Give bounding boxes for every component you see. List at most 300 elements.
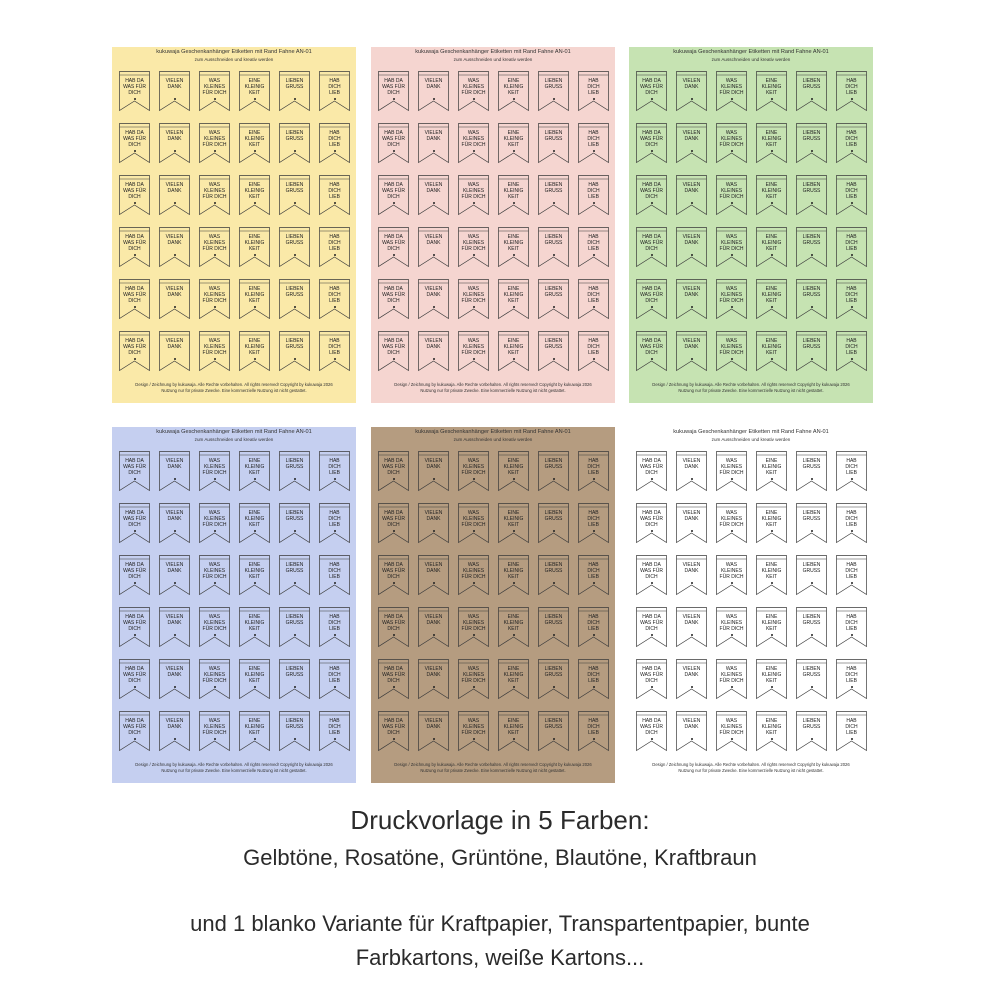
flag-tag-label-line: GRUSS <box>544 136 563 142</box>
flag-tag-label-line: VIELEN <box>682 338 701 344</box>
flag-tag-label-line: LIEBEN <box>285 234 304 240</box>
flag-tag-label <box>378 458 409 476</box>
flag-tag-label <box>498 78 529 96</box>
flag-tag-label-line: KLEINIG <box>761 136 782 142</box>
flag-tag-label-line: DICH <box>128 298 141 304</box>
flag-tag-label-line: DICH <box>328 516 341 522</box>
flag-tag <box>239 227 270 267</box>
flag-tag-label-line: EINE <box>765 510 778 516</box>
flag-tag <box>119 227 150 267</box>
flag-tag-label-line: WAS <box>467 338 480 344</box>
flag-tag-label <box>676 614 707 626</box>
flag-tag-label <box>378 286 409 304</box>
flag-tag-label-line: WAS FÜR <box>640 188 663 194</box>
flag-tag-label-line: LIEB <box>329 194 340 200</box>
flag-tag-label-line: DICH <box>128 246 141 252</box>
flag-tag-label-line: GRUSS <box>544 672 563 678</box>
string-hole-dot <box>393 98 395 100</box>
flag-tag-label <box>378 666 409 684</box>
flag-tag-label <box>239 458 270 476</box>
flag-tag-label-line: WAS FÜR <box>640 672 663 678</box>
flag-tag-label-line: KEIT <box>507 298 520 304</box>
flag-tag-label-line: FÜR DICH <box>461 298 486 304</box>
flag-tag-label-line: HAB DA <box>642 562 661 568</box>
flag-tag-label-line: FÜR DICH <box>461 626 486 632</box>
string-hole-dot <box>811 634 813 636</box>
flag-tag-label-line: VIELEN <box>424 234 443 240</box>
string-hole-dot <box>651 202 653 204</box>
flag-tag-label <box>378 510 409 528</box>
flag-tag-label-line: KLEINIG <box>244 344 265 350</box>
flag-tag <box>716 279 747 319</box>
string-hole-dot <box>811 254 813 256</box>
flag-tag-label-line: FÜR DICH <box>461 142 486 148</box>
sheet-footer-line: Design / Zeichnung by kukuwaja. Alle Rechte vorbehalten. All rights reserved! Copyright by kukuwaja 2026 <box>135 762 333 767</box>
flag-tag-label-line: LIEBEN <box>285 614 304 620</box>
string-hole-dot <box>593 98 595 100</box>
flag-tag <box>796 451 827 491</box>
flag-tag <box>319 555 350 595</box>
string-hole-dot <box>174 582 176 584</box>
flag-tag-label <box>796 78 827 90</box>
flag-tag-label-line: WAS <box>208 510 221 516</box>
flag-tag <box>378 123 409 163</box>
string-hole-dot <box>254 306 256 308</box>
flag-tag-label-line: KEIT <box>765 470 778 476</box>
flag-tag-label <box>578 718 609 736</box>
flag-tag-label-line: VIELEN <box>424 562 443 568</box>
flag-tag-label <box>836 78 867 96</box>
flag-tag-outline <box>796 503 827 543</box>
flag-tag-label-line: DICH <box>387 626 400 632</box>
flag-tag-label-line: LIEB <box>329 626 340 632</box>
string-hole-dot <box>513 254 515 256</box>
flag-tag-label <box>239 510 270 528</box>
flag-tag-label <box>159 614 190 626</box>
flag-tag-outline <box>676 555 707 595</box>
flag-tag-outline <box>279 659 310 699</box>
flag-tag-label-line: HAB <box>329 562 340 568</box>
string-hole-dot <box>553 358 555 360</box>
flag-tag-label-line: DICH <box>128 522 141 528</box>
flag-tag-label-line: WAS <box>467 130 480 136</box>
flag-tag-label-line: GRUSS <box>544 292 563 298</box>
flag-tag-outline <box>538 175 569 215</box>
flag-tag-label-line: LIEBEN <box>802 78 821 84</box>
string-hole-dot <box>473 98 475 100</box>
sheet-title: kukuwaja Geschenkanhänger Etiketten mit Rand Fahne AN-01 <box>156 49 312 55</box>
flag-tag-label <box>578 458 609 476</box>
flag-tag-label-line: GRUSS <box>802 344 821 350</box>
caption-heading: Druckvorlage in 5 Farben: <box>350 805 650 835</box>
flag-tag-label-line: LIEB <box>846 470 857 476</box>
flag-tag-label-line: DICH <box>387 298 400 304</box>
flag-tag-outline <box>796 607 827 647</box>
flag-tag <box>796 123 827 163</box>
flag-tag-label <box>676 78 707 90</box>
flag-tag-label-line: KLEINES <box>462 84 485 90</box>
flag-tag-label <box>578 338 609 356</box>
flag-tag <box>458 503 489 543</box>
string-hole-dot <box>134 306 136 308</box>
flag-tag-label-line: EINE <box>248 78 261 84</box>
flag-tag-label-line: DICH <box>587 568 600 574</box>
flag-tag-label-line: HAB DA <box>642 338 661 344</box>
flag-tag-label <box>279 718 310 730</box>
flag-tag-label <box>199 666 230 684</box>
flag-tag-label <box>119 338 150 356</box>
flag-tag <box>836 607 867 647</box>
flag-tag-label-line: DICH <box>328 724 341 730</box>
flag-tag-label-line: EINE <box>507 510 520 516</box>
flag-tag-outline <box>538 503 569 543</box>
string-hole-dot <box>651 738 653 740</box>
flag-tag-label-line: KEIT <box>248 626 261 632</box>
flag-tag-outline <box>159 71 190 111</box>
flag-tag-label <box>498 338 529 356</box>
flag-tag-outline <box>159 279 190 319</box>
flag-tag-label-line: WAS FÜR <box>123 240 146 246</box>
flag-tag-label-line: DICH <box>387 574 400 580</box>
flag-tag-label <box>498 666 529 684</box>
flag-tag-outline <box>418 175 449 215</box>
flag-tag-label <box>676 182 707 194</box>
flag-tag-label <box>458 562 489 580</box>
string-hole-dot <box>473 634 475 636</box>
string-hole-dot <box>214 358 216 360</box>
flag-tag <box>836 331 867 371</box>
sheet-footer <box>371 762 615 774</box>
flag-tag <box>636 451 667 491</box>
flag-tag <box>199 711 230 751</box>
string-hole-dot <box>254 478 256 480</box>
flag-tag-label-line: WAS FÜR <box>123 464 146 470</box>
flag-tag <box>119 503 150 543</box>
flag-tag-label-line: KEIT <box>765 298 778 304</box>
string-hole-dot <box>473 254 475 256</box>
flag-tag-label-line: DICH <box>587 464 600 470</box>
flag-tag <box>378 711 409 751</box>
flag-tag-label-line: FÜR DICH <box>202 522 227 528</box>
flag-tag-label <box>418 562 449 574</box>
flag-tag-label-line: KLEINES <box>203 620 226 626</box>
flag-tag-label <box>279 666 310 678</box>
flag-tag-label-line: WAS <box>725 182 738 188</box>
string-hole-dot <box>433 738 435 740</box>
string-hole-dot <box>334 306 336 308</box>
flag-tag-label-line: LIEB <box>846 626 857 632</box>
flag-tag-label-line: HAB <box>588 458 599 464</box>
flag-tag-label-line: HAB <box>846 78 857 84</box>
flag-tag-label-line: WAS <box>725 510 738 516</box>
flag-tag-label-line: DANK <box>167 84 182 90</box>
flag-tag-outline <box>538 227 569 267</box>
flag-tag-label-line: WAS <box>467 182 480 188</box>
string-hole-dot <box>134 634 136 636</box>
flag-tag <box>199 659 230 699</box>
flag-tag-label-line: KLEINIG <box>503 620 524 626</box>
flag-tag-label-line: LIEBEN <box>285 130 304 136</box>
flag-tag-label-line: HAB DA <box>642 666 661 672</box>
flag-tag <box>199 451 230 491</box>
flag-tag <box>159 711 190 751</box>
flag-tag-label-line: DICH <box>845 516 858 522</box>
flag-tag-label <box>378 562 409 580</box>
flag-tag <box>159 279 190 319</box>
flag-tag-outline <box>159 503 190 543</box>
flag-tag-label-line: LIEBEN <box>802 338 821 344</box>
flag-tag-label <box>319 510 350 528</box>
flag-tag <box>418 659 449 699</box>
flag-tag <box>319 175 350 215</box>
flag-tag-label <box>538 666 569 678</box>
flag-tag-label <box>239 614 270 632</box>
string-hole-dot <box>294 738 296 740</box>
flag-tag-label-line: LIEB <box>846 194 857 200</box>
string-hole-dot <box>393 634 395 636</box>
flag-tag-label-line: HAB DA <box>125 718 144 724</box>
flag-tag <box>378 659 409 699</box>
flag-tag-label <box>676 458 707 470</box>
flag-tag-label-line: WAS FÜR <box>382 292 405 298</box>
flag-tag-label-line: DANK <box>426 136 441 142</box>
flag-tag-label-line: EINE <box>765 338 778 344</box>
string-hole-dot <box>254 530 256 532</box>
flag-tag-label <box>418 666 449 678</box>
string-hole-dot <box>593 738 595 740</box>
sheet-kraft <box>371 427 615 783</box>
flag-tag-label <box>716 458 747 476</box>
flag-tag-label-line: EINE <box>248 718 261 724</box>
flag-tag-label-line: HAB DA <box>384 286 403 292</box>
string-hole-dot <box>254 634 256 636</box>
string-hole-dot <box>393 686 395 688</box>
sheet-footer-line: Nutzung nur für private Zwecke. Eine kommerzielle Nutzung ist nicht gestattet. <box>420 388 566 393</box>
flag-tag-label-line: GRUSS <box>802 724 821 730</box>
flag-tag-label-line: HAB <box>588 718 599 724</box>
flag-tag-label-line: DICH <box>587 344 600 350</box>
flag-tag-label-line: LIEB <box>588 194 599 200</box>
string-hole-dot <box>771 582 773 584</box>
flag-tag-label-line: HAB DA <box>642 182 661 188</box>
flag-tag-label-line: DANK <box>426 464 441 470</box>
flag-tag-label-line: GRUSS <box>802 620 821 626</box>
flag-tag-label-line: DICH <box>328 672 341 678</box>
flag-tag <box>578 503 609 543</box>
flag-tag-label <box>796 510 827 522</box>
flag-tag-label <box>636 666 667 684</box>
flag-tag-label-line: KEIT <box>507 678 520 684</box>
flag-tag-label <box>319 78 350 96</box>
string-hole-dot <box>134 150 136 152</box>
flag-tag <box>319 331 350 371</box>
string-hole-dot <box>433 582 435 584</box>
flag-tag-label-line: DICH <box>845 344 858 350</box>
flag-tag-outline <box>279 451 310 491</box>
flag-tag-label-line: FÜR DICH <box>202 194 227 200</box>
flag-tag-outline <box>796 123 827 163</box>
flag-tag-label-line: HAB <box>588 338 599 344</box>
flag-tag-label <box>458 458 489 476</box>
flag-tag-label <box>756 718 787 736</box>
flag-tag-label-line: KEIT <box>248 90 261 96</box>
flag-tag <box>796 607 827 647</box>
flag-tag <box>119 331 150 371</box>
flag-tag-label-line: KLEINIG <box>503 84 524 90</box>
flag-tag-label-line: KLEINES <box>720 344 743 350</box>
flag-tag-label-line: WAS FÜR <box>640 464 663 470</box>
flag-tag-label-line: KEIT <box>507 350 520 356</box>
flag-tag-label-line: LIEB <box>846 730 857 736</box>
flag-tag-label-line: WAS <box>467 78 480 84</box>
flag-tag-label <box>796 234 827 246</box>
flag-tag-label-line: LIEB <box>329 730 340 736</box>
flag-tag-label-line: VIELEN <box>682 718 701 724</box>
flag-tag-label <box>279 614 310 626</box>
flag-tag-outline <box>418 279 449 319</box>
flag-tag <box>716 175 747 215</box>
flag-tag-label <box>279 286 310 298</box>
flag-tag-label-line: WAS <box>208 182 221 188</box>
flag-tag-label-line: HAB <box>588 666 599 672</box>
flag-tag <box>319 227 350 267</box>
flag-tag-label-line: DICH <box>128 350 141 356</box>
flag-tag <box>239 331 270 371</box>
flag-tag-outline <box>279 227 310 267</box>
flag-tag-label-line: KLEINIG <box>761 724 782 730</box>
flag-tag-label-line: FÜR DICH <box>719 142 744 148</box>
flag-tag <box>458 555 489 595</box>
flag-tag-label <box>756 182 787 200</box>
flag-tag-label <box>119 234 150 252</box>
flag-tag <box>159 331 190 371</box>
flag-tag-label-line: KLEINIG <box>503 516 524 522</box>
flag-tag-label-line: HAB DA <box>642 130 661 136</box>
flag-tag-label-line: HAB DA <box>642 614 661 620</box>
flag-tag-label-line: VIELEN <box>165 286 184 292</box>
tag-grid <box>374 447 612 759</box>
flag-tag-label <box>716 614 747 632</box>
flag-tag-label-line: HAB <box>846 182 857 188</box>
flag-tag-label <box>239 130 270 148</box>
flag-tag-label-line: EINE <box>248 338 261 344</box>
sheet-footer <box>629 382 873 394</box>
string-hole-dot <box>691 254 693 256</box>
flag-tag-label-line: KEIT <box>507 246 520 252</box>
flag-tag <box>199 331 230 371</box>
flag-tag <box>239 175 270 215</box>
flag-tag-label-line: FÜR DICH <box>461 350 486 356</box>
flag-tag-label <box>498 234 529 252</box>
flag-tag-label-line: VIELEN <box>424 182 443 188</box>
flag-tag-outline <box>538 711 569 751</box>
flag-tag-outline <box>796 279 827 319</box>
flag-tag <box>159 227 190 267</box>
flag-tag-label-line: HAB DA <box>125 458 144 464</box>
flag-tag-label-line: DICH <box>845 136 858 142</box>
sheet-green <box>629 47 873 403</box>
flag-tag-label-line: WAS FÜR <box>123 344 146 350</box>
flag-tag <box>716 451 747 491</box>
sheet-subtitle: zum Ausschneiden und kreativ werden <box>711 437 791 442</box>
flag-tag-label-line: EINE <box>248 458 261 464</box>
string-hole-dot <box>334 358 336 360</box>
flag-tag-label <box>578 510 609 528</box>
string-hole-dot <box>513 686 515 688</box>
flag-tag-label-line: DANK <box>167 344 182 350</box>
string-hole-dot <box>593 478 595 480</box>
string-hole-dot <box>771 530 773 532</box>
flag-tag-label-line: DICH <box>845 292 858 298</box>
flag-tag-label-line: FÜR DICH <box>719 574 744 580</box>
flag-tag-label-line: DANK <box>426 672 441 678</box>
string-hole-dot <box>593 634 595 636</box>
flag-tag <box>119 659 150 699</box>
string-hole-dot <box>174 254 176 256</box>
flag-tag-label-line: WAS <box>208 234 221 240</box>
flag-tag <box>498 71 529 111</box>
sheet-footer <box>112 762 356 774</box>
flag-tag-label-line: DANK <box>684 292 699 298</box>
flag-tag <box>756 659 787 699</box>
flag-tag-label-line: KLEINIG <box>503 568 524 574</box>
flag-tag-label <box>319 458 350 476</box>
string-hole-dot <box>433 634 435 636</box>
flag-tag <box>239 607 270 647</box>
string-hole-dot <box>294 634 296 636</box>
flag-tag-label-line: KEIT <box>765 678 778 684</box>
string-hole-dot <box>593 306 595 308</box>
flag-tag-label-line: KLEINES <box>203 136 226 142</box>
flag-tag-label <box>159 286 190 298</box>
flag-tag-label-line: LIEB <box>846 246 857 252</box>
flag-tag-label-line: HAB DA <box>125 614 144 620</box>
flag-tag <box>538 607 569 647</box>
flag-tag-label-line: DICH <box>587 292 600 298</box>
flag-tag <box>458 451 489 491</box>
string-hole-dot <box>393 582 395 584</box>
flag-tag-label <box>159 234 190 246</box>
flag-tag-label-line: FÜR DICH <box>202 678 227 684</box>
sheet-footer-line: Design / Zeichnung by kukuwaja. Alle Rechte vorbehalten. All rights reserved! Copyright by kukuwaja 2026 <box>135 382 333 387</box>
flag-tag-label-line: KLEINES <box>203 344 226 350</box>
flag-tag-label-line: EINE <box>765 614 778 620</box>
flag-tag-label <box>378 338 409 356</box>
flag-tag-label-line: WAS FÜR <box>382 344 405 350</box>
flag-tag-label-line: VIELEN <box>165 130 184 136</box>
flag-tag-label-line: KLEINES <box>462 724 485 730</box>
flag-tag <box>498 279 529 319</box>
flag-tag <box>119 279 150 319</box>
flag-tag-label-line: LIEBEN <box>802 666 821 672</box>
flag-tag-label <box>319 286 350 304</box>
flag-tag-outline <box>418 227 449 267</box>
string-hole-dot <box>334 582 336 584</box>
string-hole-dot <box>294 150 296 152</box>
flag-tag <box>418 227 449 267</box>
flag-tag-label-line: KLEINES <box>462 620 485 626</box>
flag-tag-label-line: KLEINIG <box>761 464 782 470</box>
flag-tag-label <box>498 130 529 148</box>
string-hole-dot <box>593 530 595 532</box>
flag-tag-outline <box>279 71 310 111</box>
flag-tag-label-line: WAS <box>208 666 221 672</box>
flag-tag-outline <box>159 331 190 371</box>
string-hole-dot <box>851 98 853 100</box>
flag-tag-label <box>119 458 150 476</box>
flag-tag-label <box>378 78 409 96</box>
string-hole-dot <box>473 582 475 584</box>
